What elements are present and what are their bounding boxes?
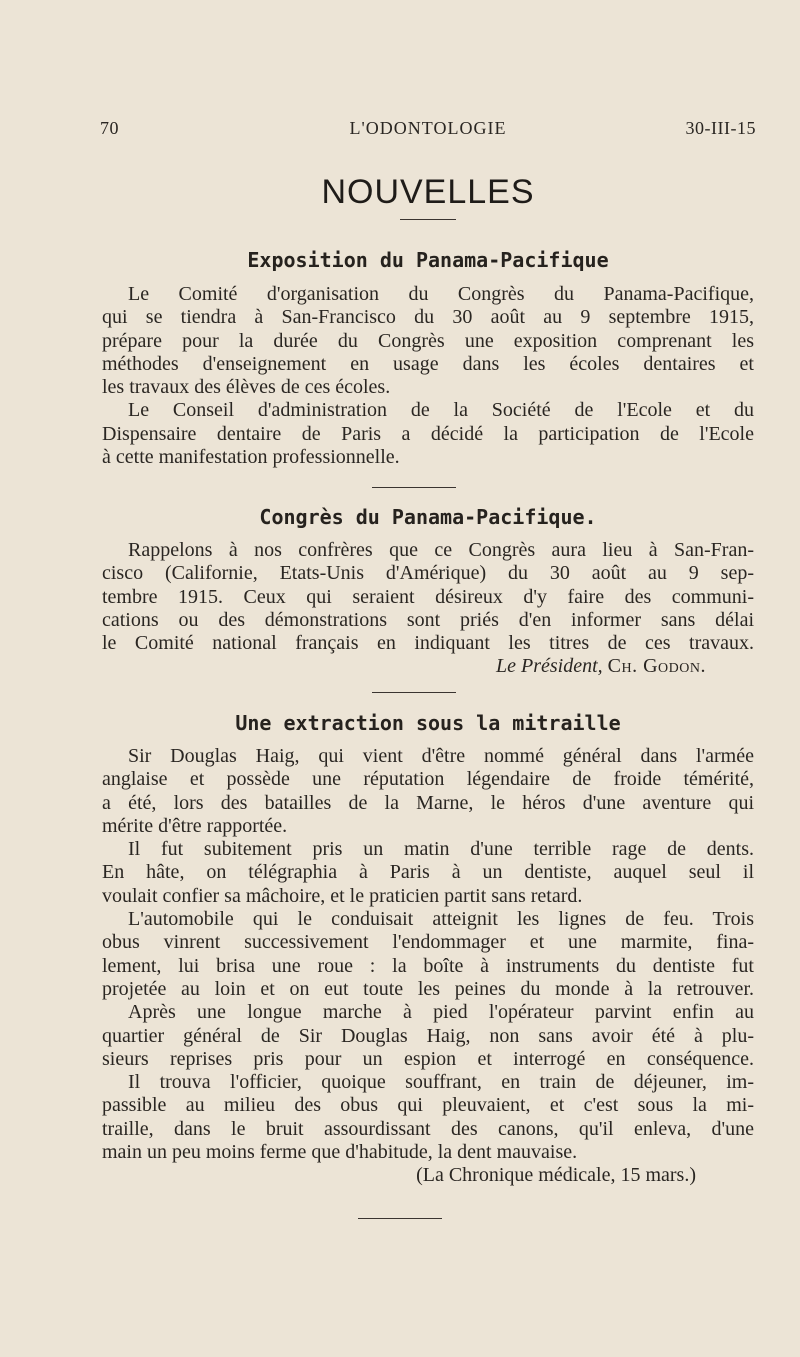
journal-title: L'ODONTOLOGIE (349, 118, 507, 138)
text-line: Le Conseil d'administration de la Société de l'Ecole et du (128, 399, 754, 422)
text-line: main un peu moins ferme que d'habitude, la dent mauvaise. (102, 1141, 578, 1164)
text-line: anglaise et possède une réputation légendaire de froide témérité, (102, 768, 754, 791)
text-line: Il trouva l'officier, quoique souffrant, en train de déjeuner, im- (128, 1071, 754, 1094)
text-line: projetée au loin et on eut toute les peines du monde à la retrouver. (102, 977, 754, 1000)
page-number: 70 (100, 118, 119, 138)
page-title: NOUVELLES (321, 173, 535, 211)
text-line: passible au milieu des obus qui pleuvaient, et c'est sous la mi- (102, 1094, 754, 1117)
text-line: a été, lors des batailles de la Marne, le héros d'une aventure qui (102, 791, 754, 814)
signature (102, 655, 754, 678)
text-line: cations ou des démonstrations sont priés d'en informer sans délai (102, 608, 754, 631)
section-heading-exposition: Exposition du Panama-Pacifique (247, 248, 609, 272)
text-line: obus vinrent successivement l'endommager et une marmite, fina- (102, 931, 754, 954)
text-line: à cette manifestation professionnelle. (102, 446, 400, 469)
text-line: Dispensaire dentaire de Paris a décidé la participation de l'Ecole (102, 422, 754, 445)
text-line: traille, dans le bruit assourdissant des canons, qu'il enleva, d'une (102, 1117, 754, 1140)
section-heading-congres: Congrès du Panama-Pacifique. (259, 505, 597, 529)
text-line: Sir Douglas Haig, qui vient d'être nommé général dans l'armée (128, 745, 754, 767)
text-line: sieurs reprises pris pour un espion et interrogé en conséquence. (102, 1047, 754, 1070)
source-date: 15 mars.) (620, 1164, 696, 1187)
text-line: Après une longue marche à pied l'opérateur parvint enfin au (128, 1001, 754, 1024)
text-line: Il fut subitement pris un matin d'une terrible rage de dents. (128, 838, 754, 861)
end-divider (358, 1218, 442, 1219)
text-line: les travaux des élèves de ces écoles. (102, 376, 391, 399)
issue-date: 30-III-15 (685, 118, 756, 138)
source-citation (102, 1164, 754, 1187)
section-body-exposition (102, 283, 754, 469)
text-line: qui se tiendra à San-Francisco du 30 août au 9 septembre 1915, (102, 306, 754, 329)
running-head (100, 118, 756, 146)
text-line: cisco (Californie, Etats-Unis d'Amérique) du 30 août au 9 sep- (102, 562, 754, 585)
text-line: mérite d'être rapportée. (102, 814, 288, 837)
text-line: méthodes d'enseignement en usage dans les écoles dentaires et (102, 352, 754, 375)
text-line: Rappelons à nos confrères que ce Congrès aura lieu à San-Fran- (128, 539, 754, 561)
text-line: quartier général de Sir Douglas Haig, non sans avoir été à plu- (102, 1024, 754, 1047)
section-divider (372, 487, 456, 488)
text-line: tembre 1915. Ceux qui seraient désireux d'y faire des communi- (102, 585, 754, 608)
text-line: lement, lui brisa une roue : la boîte à instruments du dentiste fut (102, 954, 754, 977)
text-line: prépare pour la durée du Congrès une exposition comprenant les (102, 329, 754, 352)
section-divider (372, 692, 456, 693)
text-line: voulait confier sa mâchoire, et le praticien partit sans retard. (102, 884, 583, 907)
signature-name: Ch. Godon. (607, 655, 706, 678)
text-line: L'automobile qui le conduisait atteignit les lignes de feu. Trois (128, 908, 754, 931)
section-heading-extraction: Une extraction sous la mitraille (235, 711, 621, 735)
section-body-congres (102, 539, 754, 679)
signature-role: Le Président, (496, 655, 603, 678)
section-body-extraction (102, 745, 754, 1188)
text-line: En hâte, on télégraphia à Paris à un dentiste, auquel seul il (102, 861, 754, 884)
text-line: Le Comité d'organisation du Congrès du Panama-Pacifique, (128, 283, 754, 305)
title-divider (400, 219, 456, 220)
text-line: le Comité national français en indiquant les titres de ces travaux. (102, 632, 754, 655)
source-publication: (La Chronique médicale, (416, 1164, 616, 1187)
